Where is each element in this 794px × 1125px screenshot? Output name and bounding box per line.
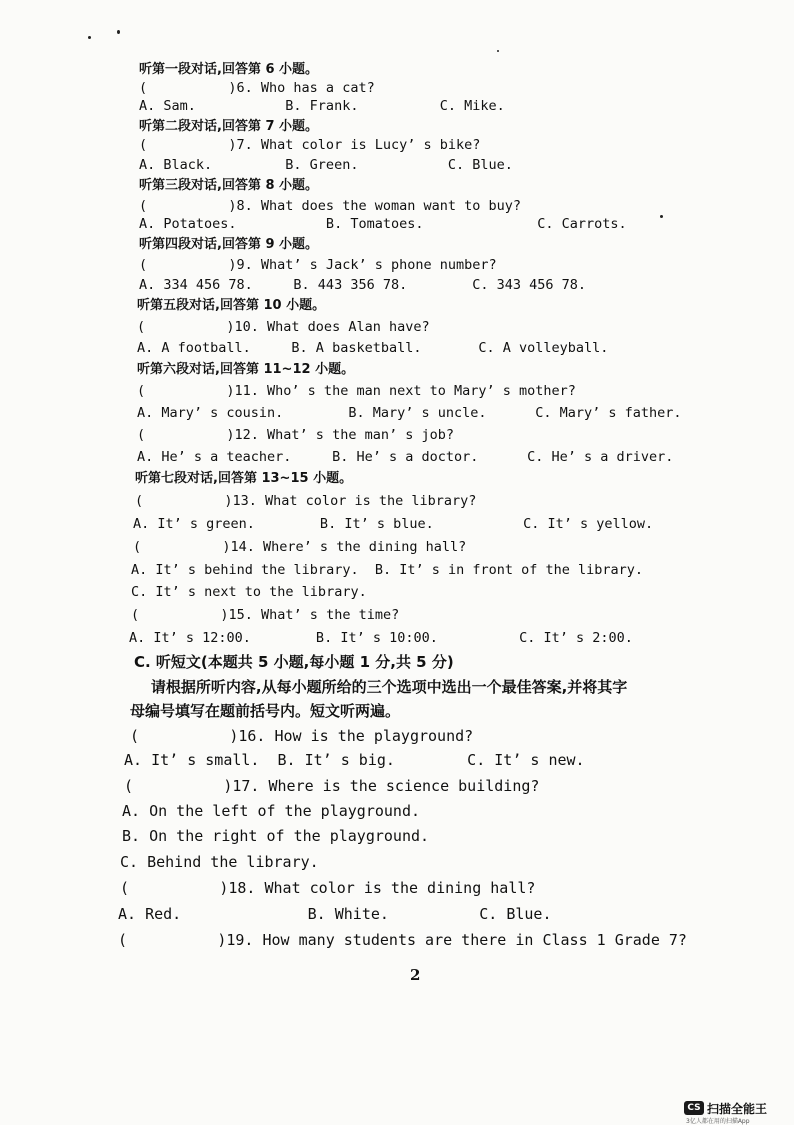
page-number: 2 [410,966,421,984]
question-line: ( )19. How many students are there in Class 1 Grade 7? [118,931,687,949]
options-line: A. Potatoes. B. Tomatoes. C. Carrots. [139,216,627,232]
section-heading: 听第一段对话,回答第 6 小题。 [139,62,319,77]
options-line: B. On the right of the playground. [122,827,430,845]
scan-speck [497,50,499,52]
camscanner-icon: CS [684,1101,704,1115]
options-line: A. Black. B. Green. C. Blue. [139,157,513,173]
options-line: A. Sam. B. Frank. C. Mike. [139,98,505,114]
scan-speck [117,30,120,34]
section-heading: 听第七段对话,回答第 13~15 小题。 [135,471,353,486]
section-heading: 听第四段对话,回答第 9 小题。 [139,237,319,252]
scanner-watermark [684,1099,794,1124]
question-line: ( )14. Where’ s the dining hall? [133,539,467,555]
question-line: ( )6. Who has a cat? [139,80,375,96]
scan-speck [88,36,91,39]
options-line: C. Behind the library. [120,853,319,871]
section-heading: 听第三段对话,回答第 8 小题。 [139,178,319,193]
options-line: A. Red. B. White. C. Blue. [118,905,552,923]
question-line: ( )11. Who’ s the man next to Mary’ s mother? [137,383,576,399]
question-line: ( )16. How is the playground? [130,727,474,745]
question-line: ( )17. Where is the science building? [124,777,540,795]
options-line: A. It’ s green. B. It’ s blue. C. It’ s yellow. [133,516,654,532]
question-line: ( )10. What does Alan have? [137,319,430,335]
question-line: ( )13. What color is the library? [135,493,477,509]
section-heading: 听第六段对话,回答第 11~12 小题。 [137,362,355,377]
instruction-line: 请根据所听内容,从每小题所给的三个选项中选出一个最佳答案,并将其字 [130,678,628,696]
section-heading: C. 听短文(本题共 5 小题,每小题 1 分,共 5 分) [134,653,454,671]
section-heading: 听第二段对话,回答第 7 小题。 [139,119,319,134]
question-line: ( )8. What does the woman want to buy? [139,198,522,214]
section-heading: 听第五段对话,回答第 10 小题。 [137,298,326,313]
scanner-app-name: 扫描全能王 [707,1102,768,1116]
options-line: A. It’ s behind the library. B. It’ s in front of the library. [131,562,644,578]
options-line: A. He’ s a teacher. B. He’ s a doctor. C. He’ s a driver. [137,449,674,465]
options-line: A. It’ s small. B. It’ s big. C. It’ s new. [124,751,585,769]
question-line: ( )7. What color is Lucy’ s bike? [139,137,481,153]
options-line: A. On the left of the playground. [122,802,421,820]
options-line: A. 334 456 78. B. 443 356 78. C. 343 456 78. [139,277,587,293]
instruction-line: 母编号填写在题前括号内。短文听两遍。 [130,702,401,720]
options-line: A. It’ s 12:00. B. It’ s 10:00. C. It’ s 2:00. [129,630,633,646]
scanner-tagline: 3亿人都在用的扫描App [686,1118,750,1125]
scan-speck [660,215,663,218]
options-line: C. It’ s next to the library. [131,584,367,600]
question-line: ( )12. What’ s the man’ s job? [137,427,454,443]
question-line: ( )18. What color is the dining hall? [120,879,536,897]
question-line: ( )9. What’ s Jack’ s phone number? [139,257,497,273]
options-line: A. A football. B. A basketball. C. A volleyball. [137,340,609,356]
options-line: A. Mary’ s cousin. B. Mary’ s uncle. C. Mary’ s father. [137,405,682,421]
question-line: ( )15. What’ s the time? [131,607,400,623]
